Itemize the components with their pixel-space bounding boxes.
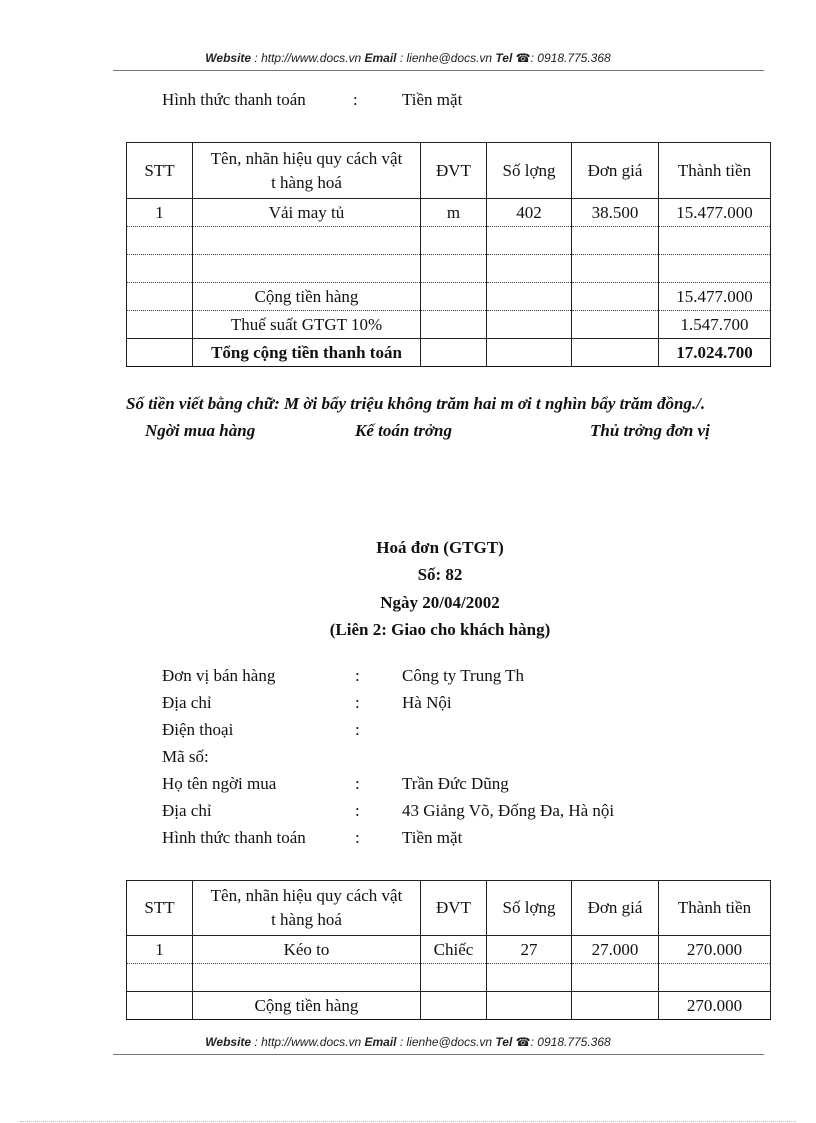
cell-price: 27.000 bbox=[572, 936, 659, 964]
col-total: Thành tiền bbox=[659, 881, 771, 936]
info-label: Họ tên ngời mua bbox=[162, 774, 277, 793]
page-bottom-edge bbox=[20, 1121, 796, 1122]
website-label: Website bbox=[205, 1035, 252, 1049]
signature-director: Thủ trởng đơn vị bbox=[590, 421, 710, 440]
signature-accountant: Kế toán trởng bbox=[355, 421, 452, 440]
cell-total: 15.477.000 bbox=[659, 199, 771, 227]
cell-unit: m bbox=[421, 199, 487, 227]
col-price: Đơn giá bbox=[572, 143, 659, 199]
subtotal-value: 270.000 bbox=[659, 992, 771, 1020]
website-label: Website bbox=[205, 51, 252, 65]
cell-name: Vải may tủ bbox=[193, 199, 421, 227]
invoice-table-2 bbox=[126, 880, 771, 1020]
invoice-title: Hoá đơn (GTGT) bbox=[376, 538, 504, 557]
invoice-number: Số: 82 bbox=[417, 565, 463, 584]
tel-label: Tel bbox=[495, 1035, 513, 1049]
col-name: Tên, nhãn hiệu quy cách vật t hàng hoá bbox=[193, 143, 421, 199]
info-label: Mã số: bbox=[162, 747, 209, 766]
empty-row bbox=[127, 227, 771, 255]
vat-value: 1.547.700 bbox=[659, 311, 771, 339]
email-value[interactable]: : lienhe@docs.vn bbox=[399, 51, 493, 65]
tel-label: Tel bbox=[495, 51, 513, 65]
col-total: Thành tiền bbox=[659, 143, 771, 199]
footer-divider bbox=[113, 1054, 764, 1055]
subtotal-label: Cộng tiền hàng bbox=[193, 283, 421, 311]
subtotal-label: Cộng tiền hàng bbox=[193, 992, 421, 1020]
tel-value: : 0918.775.368 bbox=[530, 1035, 611, 1049]
col-stt: STT bbox=[127, 881, 193, 936]
info-value: Hà Nội bbox=[402, 693, 452, 712]
info-label: Địa chỉ bbox=[162, 801, 212, 820]
info-value: 43 Giảng Võ, Đống Đa, Hà nội bbox=[402, 801, 615, 820]
cell-name: Kéo to bbox=[193, 936, 421, 964]
cell-stt: 1 bbox=[127, 199, 193, 227]
col-unit: ĐVT bbox=[421, 143, 487, 199]
info-colon: : bbox=[355, 720, 360, 739]
invoice-date: Ngày 20/04/2002 bbox=[380, 593, 500, 612]
cell-total: 270.000 bbox=[659, 936, 771, 964]
vat-label: Thuế suất GTGT 10% bbox=[193, 311, 421, 339]
subtotal-value: 15.477.000 bbox=[659, 283, 771, 311]
table-row bbox=[127, 199, 771, 227]
page-footer bbox=[0, 1035, 816, 1049]
info-label: Hình thức thanh toán bbox=[162, 828, 306, 847]
email-label: Email bbox=[364, 51, 397, 65]
info-label: Điện thoại bbox=[162, 720, 234, 739]
signature-buyer: Ngời mua hàng bbox=[145, 421, 256, 440]
info-colon: : bbox=[355, 801, 360, 820]
invoice-table-1 bbox=[126, 142, 771, 367]
col-unit: ĐVT bbox=[421, 881, 487, 936]
phone-icon: ☎ bbox=[515, 1035, 531, 1049]
table-header-row bbox=[127, 881, 771, 936]
grand-total-label: Tổng cộng tiền thanh toán bbox=[193, 339, 421, 367]
subtotal-row bbox=[127, 283, 771, 311]
table-row bbox=[127, 936, 771, 964]
payment-colon: : bbox=[353, 90, 358, 109]
info-colon: : bbox=[355, 693, 360, 712]
info-label: Địa chỉ bbox=[162, 693, 212, 712]
page-header bbox=[0, 51, 816, 65]
vat-row bbox=[127, 311, 771, 339]
subtotal-row bbox=[127, 992, 771, 1020]
email-value[interactable]: : lienhe@docs.vn bbox=[399, 1035, 493, 1049]
empty-row bbox=[127, 964, 771, 992]
tel-value: : 0918.775.368 bbox=[530, 51, 611, 65]
payment-value: Tiền mặt bbox=[402, 90, 463, 109]
info-colon: : bbox=[355, 828, 360, 847]
empty-row bbox=[127, 255, 771, 283]
invoice-copy: (Liên 2: Giao cho khách hàng) bbox=[329, 620, 551, 639]
cell-stt: 1 bbox=[127, 936, 193, 964]
info-value: Công ty Trung Th bbox=[402, 666, 525, 685]
col-name: Tên, nhãn hiệu quy cách vật t hàng hoá bbox=[193, 881, 421, 936]
amount-in-words: Số tiền viết bằng chữ: M ời bẩy triệu không trăm hai m ơi t nghìn bẩy trăm đồng./. bbox=[126, 394, 706, 413]
col-qty: Số lợng bbox=[487, 143, 572, 199]
info-value: Trần Đức Dũng bbox=[402, 774, 509, 793]
table-header-row bbox=[127, 143, 771, 199]
cell-qty: 27 bbox=[487, 936, 572, 964]
info-colon: : bbox=[355, 774, 360, 793]
payment-label: Hình thức thanh toán bbox=[162, 90, 306, 109]
website-url[interactable]: : http://www.docs.vn bbox=[254, 51, 362, 65]
header-divider bbox=[113, 70, 764, 71]
info-label: Đơn vị bán hàng bbox=[162, 666, 276, 685]
cell-price: 38.500 bbox=[572, 199, 659, 227]
website-url[interactable]: : http://www.docs.vn bbox=[254, 1035, 362, 1049]
grand-total-row bbox=[127, 339, 771, 367]
col-price: Đơn giá bbox=[572, 881, 659, 936]
col-stt: STT bbox=[127, 143, 193, 199]
email-label: Email bbox=[364, 1035, 397, 1049]
phone-icon: ☎ bbox=[515, 51, 531, 65]
col-qty: Số lợng bbox=[487, 881, 572, 936]
cell-unit: Chiếc bbox=[421, 936, 487, 964]
cell-qty: 402 bbox=[487, 199, 572, 227]
grand-total-value: 17.024.700 bbox=[659, 339, 771, 367]
info-value: Tiền mặt bbox=[402, 828, 463, 847]
info-colon: : bbox=[355, 666, 360, 685]
